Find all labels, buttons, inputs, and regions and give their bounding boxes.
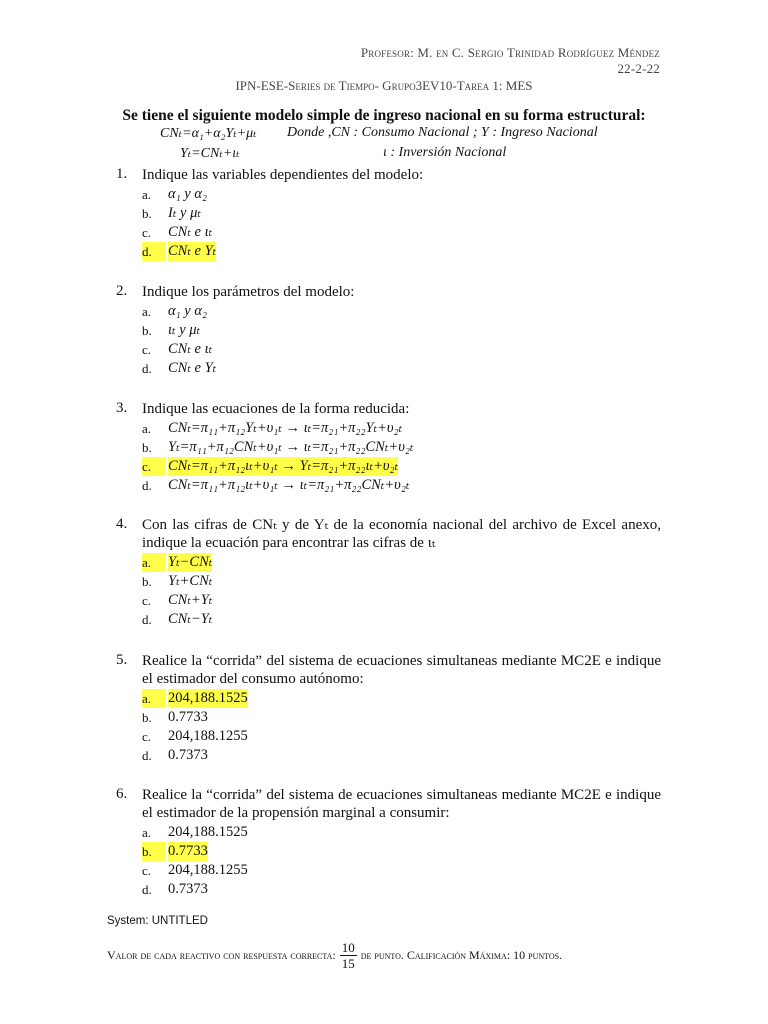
- option-letter: d.: [142, 478, 152, 493]
- option-text: CNₜ+Yₜ: [168, 592, 213, 608]
- option-letter: d.: [142, 882, 152, 897]
- model-definition-1: Donde ,CN : Consumo Nacional ; Y : Ingreso Nacional: [287, 125, 598, 140]
- footer-scoring: [107, 940, 667, 971]
- question-text: Indique los parámetros del modelo:: [142, 284, 355, 300]
- option-text: 204,188.1255: [168, 728, 248, 744]
- header-professor: Profesor: M. en C. Sergio Trinidad Rodríguez Méndez: [360, 45, 660, 60]
- header-subtitle: IPN-ESE-Series de Tiempo- Grupo3EV10-Tarea 1: MES: [235, 78, 533, 93]
- option-d: [142, 610, 661, 629]
- option-c: [142, 591, 661, 610]
- option-text: CNₜ=π₁₁+π₁₂Yₜ+υ₁ₜ → ιₜ=π₂₁+π₂₂Yₜ+υ₂ₜ: [168, 420, 403, 436]
- header-date: 22-2-22: [617, 61, 660, 76]
- question-number: 3.: [116, 400, 128, 416]
- option-letter: d.: [142, 242, 166, 261]
- option-text: α₁ y α₂: [168, 303, 207, 319]
- option-letter: c.: [142, 863, 152, 878]
- question-6: [116, 786, 661, 899]
- option-b: [142, 708, 661, 727]
- option-letter: a.: [142, 553, 166, 572]
- option-letter: d.: [142, 612, 152, 627]
- option-text: Yₜ−CNₜ: [168, 554, 213, 570]
- points-fraction: [340, 940, 357, 971]
- option-text: CNₜ e ιₜ: [168, 341, 213, 357]
- option-text: CNₜ−Yₜ: [168, 611, 213, 627]
- footer-pre: Valor de cada reactivo con respuesta correcta:: [107, 948, 336, 962]
- option-b-selected: [142, 842, 661, 861]
- option-c-selected: [142, 457, 661, 476]
- question-text: Realice la “corrida” del sistema de ecuaciones simultaneas mediante MC2E e indique el estimador del consumo autónomo:: [142, 653, 661, 687]
- option-c: [142, 340, 661, 359]
- option-a: [142, 185, 661, 204]
- question-4: [116, 516, 661, 629]
- option-b: [142, 438, 661, 457]
- option-text: 204,188.1525: [168, 690, 248, 706]
- option-text: Yₜ=π₁₁+π₁₂CNₜ+υ₁ₜ → ιₜ=π₂₁+π₂₂CNₜ+υ₂ₜ: [168, 439, 414, 455]
- option-d: [142, 880, 661, 899]
- option-d: [142, 476, 661, 495]
- option-text: CNₜ e Yₜ: [168, 243, 217, 259]
- option-a: [142, 302, 661, 321]
- model-definition-2: ι : Inversión Nacional: [383, 145, 507, 160]
- question-number: 6.: [116, 786, 128, 802]
- option-text: Iₜ y μₜ: [168, 205, 201, 221]
- option-list: [142, 689, 661, 765]
- option-d: [142, 359, 661, 378]
- option-text: 0.7733: [168, 843, 208, 859]
- option-letter: c.: [142, 225, 152, 240]
- option-letter: b.: [142, 323, 152, 338]
- option-letter: a.: [142, 304, 152, 319]
- option-letter: a.: [142, 825, 152, 840]
- question-number: 1.: [116, 166, 128, 182]
- option-a-selected: [142, 689, 661, 708]
- option-d: [142, 746, 661, 765]
- option-list: [142, 553, 661, 629]
- option-list: [142, 419, 661, 495]
- question-number: 5.: [116, 652, 128, 668]
- question-text: Indique las variables dependientes del modelo:: [142, 167, 424, 183]
- option-c: [142, 223, 661, 242]
- option-letter: a.: [142, 689, 166, 708]
- option-text: CNₜ e Yₜ: [168, 360, 217, 376]
- question-3: [116, 400, 661, 495]
- question-text: Con las cifras de CNₜ y de Yₜ de la economía nacional del archivo de Excel anexo, indique la ecuación para encontrar las cifras de ιₜ: [142, 517, 661, 551]
- fraction-numerator: 10: [341, 940, 355, 955]
- option-text: 204,188.1255: [168, 862, 248, 878]
- option-text: 0.7373: [168, 881, 208, 897]
- option-a: [142, 823, 661, 842]
- option-text: α₁ y α₂: [168, 186, 207, 202]
- option-list: [142, 302, 661, 378]
- option-a-selected: [142, 553, 661, 572]
- option-letter: a.: [142, 187, 152, 202]
- option-d-selected: [142, 242, 661, 261]
- option-b: [142, 321, 661, 340]
- option-text: 0.7733: [168, 709, 208, 725]
- option-text: ιₜ y μₜ: [168, 322, 201, 338]
- option-c: [142, 727, 661, 746]
- option-letter: b.: [142, 710, 152, 725]
- option-letter: d.: [142, 361, 152, 376]
- question-text: Realice la “corrida” del sistema de ecuaciones simultaneas mediante MC2E e indique el estimador de la propensión marginal a consumir:: [142, 787, 661, 821]
- option-letter: b.: [142, 206, 152, 221]
- question-number: 4.: [116, 516, 128, 532]
- option-c: [142, 861, 661, 880]
- question-text: Indique las ecuaciones de la forma reducida:: [142, 401, 410, 417]
- option-text: CNₜ=π₁₁+π₁₂ιₜ+υ₁ₜ → Yₜ=π₂₁+π₂₂ιₜ+υ₂ₜ: [168, 458, 399, 474]
- system-label: System: UNTITLED: [107, 915, 208, 927]
- option-letter: b.: [142, 574, 152, 589]
- option-letter: c.: [142, 457, 166, 476]
- fraction-denominator: 15: [341, 956, 355, 971]
- model-equation-1: CNₜ=α₁+α₂Yₜ+μₜ: [160, 126, 257, 141]
- question-5: [116, 652, 661, 765]
- footer-post: de punto. Calificación Máxima: 10 puntos.: [360, 948, 563, 962]
- document-title: Se tiene el siguiente modelo simple de ingreso nacional en su forma estructural:: [122, 107, 646, 124]
- option-letter: d.: [142, 748, 152, 763]
- question-number: 2.: [116, 283, 128, 299]
- option-b: [142, 204, 661, 223]
- option-text: 0.7373: [168, 747, 208, 763]
- option-b: [142, 572, 661, 591]
- option-letter: c.: [142, 593, 152, 608]
- option-letter: a.: [142, 421, 152, 436]
- option-text: CNₜ e ιₜ: [168, 224, 213, 240]
- option-letter: c.: [142, 342, 152, 357]
- option-list: [142, 185, 661, 261]
- option-list: [142, 823, 661, 899]
- question-2: [116, 283, 661, 378]
- model-equation-2: Yₜ=CNₜ+ιₜ: [180, 146, 240, 161]
- option-a: [142, 419, 661, 438]
- option-text: 204,188.1525: [168, 824, 248, 840]
- question-1: [116, 166, 661, 261]
- option-text: Yₜ+CNₜ: [168, 573, 213, 589]
- option-text: CNₜ=π₁₁+π₁₂ιₜ+υ₁ₜ → ιₜ=π₂₁+π₂₂CNₜ+υ₂ₜ: [168, 477, 410, 493]
- option-letter: b.: [142, 842, 166, 861]
- option-letter: c.: [142, 729, 152, 744]
- option-letter: b.: [142, 440, 152, 455]
